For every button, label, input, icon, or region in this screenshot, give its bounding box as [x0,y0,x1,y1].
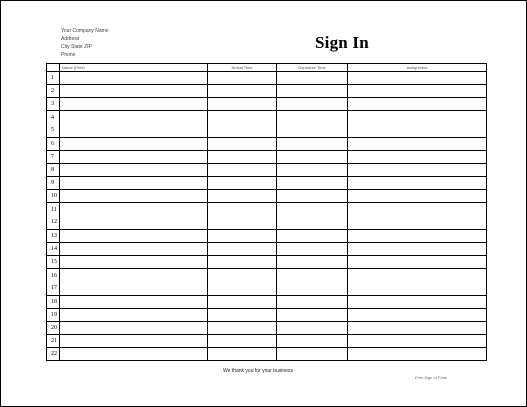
assignment-cell[interactable] [348,348,487,361]
row-number: 6 [47,138,60,151]
table-row [47,98,487,111]
departure-time-cell[interactable] [277,111,348,138]
arrival-time-cell[interactable] [208,335,277,348]
name-cell[interactable] [60,230,208,243]
table-row [47,335,487,348]
departure-time-cell[interactable] [277,269,348,296]
table-row [47,138,487,151]
arrival-time-cell[interactable] [208,243,277,256]
arrival-time-cell[interactable] [208,98,277,111]
table-row [47,164,487,177]
table-row [47,243,487,256]
name-cell[interactable] [60,322,208,335]
company-info [61,27,109,59]
row-number: 1 [47,72,60,85]
departure-time-cell[interactable] [277,296,348,309]
arrival-time-cell[interactable] [208,203,277,230]
assignment-cell[interactable] [348,335,487,348]
arrival-time-cell[interactable] [208,230,277,243]
departure-time-cell[interactable] [277,203,348,230]
table-row [47,309,487,322]
table-row [47,203,487,230]
arrival-time-cell[interactable] [208,151,277,164]
departure-time-cell[interactable] [277,138,348,151]
assignment-cell[interactable] [348,85,487,98]
company-address: Address [61,36,80,42]
departure-time-cell[interactable] [277,243,348,256]
table-row [47,256,487,269]
table-row [47,111,487,138]
arrival-time-column-header: Arrival Time [208,64,277,72]
table-row [47,269,487,296]
row-number: 16 17 [47,269,60,296]
row-number-header [47,64,60,72]
arrival-time-cell[interactable] [208,111,277,138]
name-cell[interactable] [60,111,208,138]
departure-time-cell[interactable] [277,177,348,190]
name-cell[interactable] [60,85,208,98]
assignment-cell[interactable] [348,151,487,164]
assignment-cell[interactable] [348,230,487,243]
name-cell[interactable] [60,296,208,309]
footer-message: We thank you for your business [223,368,293,374]
table-row [47,85,487,98]
row-number: 14 [47,243,60,256]
row-number: 20 [47,322,60,335]
arrival-time-cell[interactable] [208,72,277,85]
assignment-cell[interactable] [348,256,487,269]
arrival-time-cell[interactable] [208,322,277,335]
row-number: 10 [47,190,60,203]
assignment-cell[interactable] [348,190,487,203]
name-cell[interactable] [60,151,208,164]
assignment-cell[interactable] [348,203,487,230]
name-cell[interactable] [60,348,208,361]
arrival-time-cell[interactable] [208,138,277,151]
departure-time-cell[interactable] [277,151,348,164]
page-title: Sign In [315,33,369,52]
arrival-time-cell[interactable] [208,85,277,98]
name-cell[interactable] [60,335,208,348]
departure-time-cell[interactable] [277,98,348,111]
name-cell[interactable] [60,243,208,256]
table-row [47,177,487,190]
assignment-cell[interactable] [348,309,487,322]
table-row [47,72,487,85]
arrival-time-cell[interactable] [208,296,277,309]
name-cell[interactable] [60,138,208,151]
table-row [47,190,487,203]
arrival-time-cell[interactable] [208,269,277,296]
departure-time-cell[interactable] [277,256,348,269]
table-header-row [47,64,487,72]
name-column-header: Name (Print) [60,64,208,72]
arrival-time-cell[interactable] [208,348,277,361]
table-row [47,322,487,335]
name-cell[interactable] [60,190,208,203]
arrival-time-cell[interactable] [208,164,277,177]
table-row [47,296,487,309]
assignment-cell[interactable] [348,296,487,309]
departure-time-column-header: Departure Time [277,64,348,72]
assignment-cell[interactable] [348,269,487,296]
assignment-cell[interactable] [348,98,487,111]
row-number: 21 [47,335,60,348]
footer-form-code: Free Sign In Form [415,375,448,380]
table-row [47,230,487,243]
departure-time-cell[interactable] [277,348,348,361]
company-phone: Phone [61,52,76,58]
assignment-cell[interactable] [348,322,487,335]
departure-time-cell[interactable] [277,190,348,203]
row-number: 18 [47,296,60,309]
row-number: 11 12 [47,203,60,230]
row-number: 8 [47,164,60,177]
assignment-column-header: Assignment [348,64,487,72]
name-cell[interactable] [60,269,208,296]
departure-time-cell[interactable] [277,309,348,322]
row-number: 19 [47,309,60,322]
name-cell[interactable] [60,164,208,177]
arrival-time-cell[interactable] [208,309,277,322]
departure-time-cell[interactable] [277,164,348,177]
assignment-cell[interactable] [348,177,487,190]
departure-time-cell[interactable] [277,72,348,85]
row-number: 2 [47,85,60,98]
row-number: 15 [47,256,60,269]
company-city-state-zip: City State ZIP [61,44,92,50]
departure-time-cell[interactable] [277,335,348,348]
sign-in-table [46,63,487,361]
table-row [47,348,487,361]
assignment-cell[interactable] [348,138,487,151]
name-cell[interactable] [60,309,208,322]
assignment-cell[interactable] [348,243,487,256]
assignment-cell[interactable] [348,164,487,177]
row-number: 22 [47,348,60,361]
row-number: 7 [47,151,60,164]
assignment-cell[interactable] [348,111,487,138]
row-number: 4 5 [47,111,60,138]
name-cell[interactable] [60,203,208,230]
assignment-cell[interactable] [348,72,487,85]
name-cell[interactable] [60,98,208,111]
row-number: 3 [47,98,60,111]
name-cell[interactable] [60,177,208,190]
departure-time-cell[interactable] [277,322,348,335]
name-cell[interactable] [60,72,208,85]
arrival-time-cell[interactable] [208,256,277,269]
table-body [47,72,487,361]
company-name: Your Company Name [61,28,109,34]
arrival-time-cell[interactable] [208,190,277,203]
row-number: 9 [47,177,60,190]
name-cell[interactable] [60,256,208,269]
departure-time-cell[interactable] [277,230,348,243]
arrival-time-cell[interactable] [208,177,277,190]
table-row [47,151,487,164]
row-number: 13 [47,230,60,243]
departure-time-cell[interactable] [277,85,348,98]
